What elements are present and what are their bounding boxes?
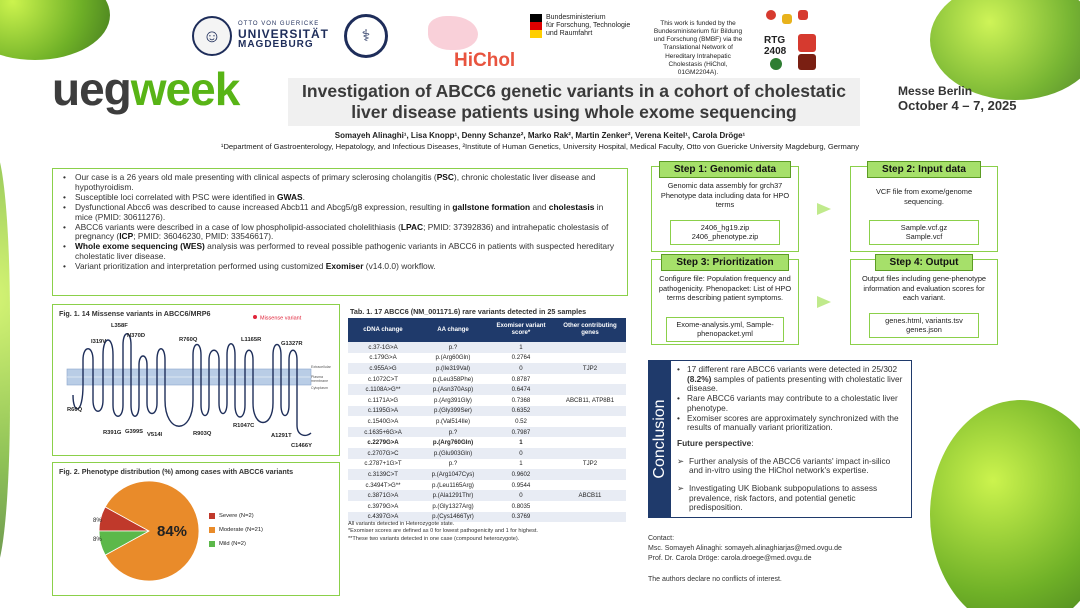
step-1-files: 2406_hg19.zip 2406_phenotype.zip	[670, 220, 780, 245]
contact-line-2: Prof. Dr. Carola Dröge: carola.droege@med.ovgu.de	[648, 554, 812, 562]
table-cell: p.(Asn370Asp)	[418, 384, 488, 395]
table-cell: p.(Ala1291Thr)	[418, 490, 488, 501]
table-row	[348, 427, 626, 438]
table-cell	[554, 406, 626, 417]
table-cell	[554, 469, 626, 480]
step-3-title: Step 3: Prioritization	[661, 254, 788, 271]
table-row	[348, 374, 626, 385]
table-cell: p.(Glu903Gln)	[418, 448, 488, 459]
step-3-desc: Configure file: Population frequency and pathogenicity. Phenopacket: List of HPO terms describing patient symptoms.	[658, 274, 792, 303]
table-cell: c.955A>G	[348, 363, 418, 374]
table-row	[348, 459, 626, 470]
table-row	[348, 448, 626, 459]
table-cell: p.?	[418, 459, 488, 470]
rtg-line1: RTG	[764, 35, 786, 46]
conclusion-box	[648, 360, 912, 518]
table-note-1: All variants detected in Heterozygote state.	[348, 521, 455, 527]
arrow-right-icon	[817, 203, 831, 215]
table-row	[348, 480, 626, 491]
intro-bullet-6: • Variant prioritization and interpretation performed using customized Exomiser (v14.0.0) workflow.	[61, 262, 619, 272]
table-cell: c.1635+6G>A	[348, 427, 418, 438]
table-note-3: **These two variants detected in one case (compound heterozygote).	[348, 535, 520, 542]
hichol-wordmark: HiChol	[454, 50, 516, 71]
table-cell	[554, 384, 626, 395]
contact-label: Contact:	[648, 535, 675, 542]
introduction-box	[52, 168, 628, 296]
table-cell: p.(Gly1327Arg)	[418, 501, 488, 512]
table-cell: c.1171A>G	[348, 395, 418, 406]
table-cell: c.1108A>G**	[348, 384, 418, 395]
variant-label-n370d: N370D	[127, 333, 146, 339]
liver-icon	[428, 16, 478, 50]
german-flag-icon	[530, 14, 542, 38]
table-cell: c.3494T>G**	[348, 480, 418, 491]
side-label-cytoplasm: Cytoplasm	[311, 386, 328, 390]
step-2-title: Step 2: Input data	[867, 161, 981, 178]
conclusion-heading: Conclusion	[651, 399, 668, 479]
table-cell: c.3139C>T	[348, 469, 418, 480]
table-cell: p.(Gly399Ser)	[418, 406, 488, 417]
table-1-title: Tab. 1. 17 ABCC6 (NM_001171.6) rare variants detected in 25 samples	[350, 307, 587, 316]
conclusion-bullet-1: • 17 different rare ABCC6 variants were detected in 25/302 (8.2%) samples of patients presenting with cholestatic liver disease.	[677, 365, 905, 394]
variant-label-r760q: R760Q	[179, 337, 198, 343]
table-cell: p.(Arg391Gly)	[418, 395, 488, 406]
workflow-step-1	[651, 166, 799, 252]
variant-label-r60q: R60Q	[67, 407, 83, 413]
table-cell	[554, 480, 626, 491]
legend-moderate: Moderate (N=21)	[219, 527, 263, 533]
ueg-logo-part1: ueg	[52, 63, 131, 115]
ueg-logo-part2: week	[130, 63, 240, 115]
contact-line-1: Msc. Somayeh Alinaghi: somayeh.alinaghiarjas@med.ovgu.de	[648, 544, 842, 552]
table-row	[348, 395, 626, 406]
table-cell: c.2279G>A	[348, 437, 418, 448]
table-cell: c.1195G>A	[348, 406, 418, 417]
intro-bullet-2: • Susceptible loci correlated with PSC were identified in GWAS.	[61, 193, 619, 203]
figure-2-title: Fig. 2. Phenotype distribution (%) among cases with ABCC6 variants	[59, 467, 294, 476]
future-item-2: ➢ Investigating UK Biobank subpopulations to assess prevalence, risk factors, and potential genetic predisposition.	[677, 484, 905, 513]
table-cell: TJP2	[554, 363, 626, 374]
table-cell: TJP2	[554, 459, 626, 470]
bmbf-logo	[530, 14, 640, 54]
future-perspective-heading: Future perspective:	[677, 437, 754, 448]
ovgu-logo	[192, 14, 334, 58]
step-4-title: Step 4: Output	[875, 254, 974, 271]
decorative-blob-top-left	[0, 0, 110, 60]
table-cell	[554, 416, 626, 427]
table-cell: 0.7987	[488, 427, 554, 438]
contact-info	[648, 534, 842, 563]
variant-label-i319v: I319V	[91, 339, 107, 345]
table-cell: p.(Leu1165Arg)	[418, 480, 488, 491]
table-row	[348, 353, 626, 364]
table-cell: 0	[488, 363, 554, 374]
table-cell: 1	[488, 342, 554, 353]
side-label-membrane: Plasma membrane	[311, 375, 329, 383]
table-row	[348, 363, 626, 374]
rtg-line2: 2408	[764, 45, 787, 57]
authors: Somayeh Alinaghi¹, Lisa Knopp¹, Denny Schanze², Marko Rak², Martin Zenker², Verena Keitel¹, Carola Dröge¹	[334, 131, 746, 140]
table-cell: p.(Arg60Gln)	[418, 353, 488, 364]
step-2-desc: VCF file from exome/genome sequencing.	[875, 187, 973, 206]
table-cell: c.1540G>A	[348, 416, 418, 427]
variant-label-v514i: V514I	[147, 432, 163, 438]
conclusion-bullet-2: • Rare ABCC6 variants may contribute to a cholestatic liver phenotype.	[677, 394, 905, 413]
table-cell: c.2707G>C	[348, 448, 418, 459]
rtg-logo	[764, 10, 824, 70]
table-cell	[554, 342, 626, 353]
figure-1-topology	[52, 304, 340, 456]
table-cell: p.(Ile319Val)	[418, 363, 488, 374]
table-cell: ABCB11, ATP8B1	[554, 395, 626, 406]
table-cell	[554, 427, 626, 438]
funding-statement: This work is funded by the Bundesministerium für Bildung und Forschung (BMBF) via the Translational Network of Hereditary Intrahepatic Cholestasis (HiChol, 01GM2204A).	[653, 20, 743, 76]
table-cell: 0.6474	[488, 384, 554, 395]
table-cell: p.(Val514Ile)	[418, 416, 488, 427]
intro-bullet-3: • Dysfunctional Abcc6 was described to cause increased Abcb11 and Abcg5/g8 expression, resulting in gallstone formation and cholestasis in mice (PMID: 30611276).	[61, 203, 619, 223]
pie-label-moderate: 84%	[157, 523, 188, 540]
table-cell: c.1072C>T	[348, 374, 418, 385]
intro-bullet-5: • Whole exome sequencing (WES) analysis was performed to reveal possible pathogenic variants in ABCC6 in patients with suspected hereditary cholestatic liver disease.	[61, 242, 619, 262]
figure-1-title: Fig. 1. 14 Missense variants in ABCC6/MRP6	[59, 309, 211, 318]
table-cell: 0	[488, 448, 554, 459]
variant-label-l358f: L358F	[111, 323, 128, 329]
venue-info	[898, 84, 1017, 114]
ueg-week-logo	[52, 63, 240, 115]
table-cell: 0.2764	[488, 353, 554, 364]
ovgu-logo-line2: UNIVERSITÄT	[238, 26, 330, 41]
bmbf-line3: und Raumfahrt	[546, 30, 593, 38]
table-row	[348, 501, 626, 512]
table-cell: c.4397G>A	[348, 512, 418, 523]
step-4-desc: Output files including gene-phenotype information and evaluation scores for each variant.	[861, 274, 987, 303]
col-header-aa: AA change	[418, 318, 488, 342]
legend-severe: Severe (N=2)	[219, 513, 254, 519]
table-row	[348, 416, 626, 427]
table-row	[348, 384, 626, 395]
step-4-files: genes.html, variants.tsv genes.json	[869, 313, 979, 338]
conclusion-bullet-3: • Exomiser scores are approximately synchronized with the results of manually variant prioritization.	[677, 414, 905, 433]
hichol-logo	[426, 10, 536, 70]
table-cell: p.?	[418, 427, 488, 438]
medical-faculty-seal-icon: ⚕	[344, 14, 388, 58]
table-cell: 0.3769	[488, 512, 554, 523]
intro-bullet-1: • Our case is a 26 years old male presenting with clinical aspects of primary sclerosing cholangitis (PSC), chronic cholestatic liver disease and hypothyroidism.	[61, 173, 619, 193]
variant-label-g1327r: G1327R	[281, 341, 303, 347]
step-2-files: Sample.vcf.gz Sample.vcf	[869, 220, 979, 245]
table-row	[348, 490, 626, 501]
table-cell: 0.8035	[488, 501, 554, 512]
conclusion-side-label	[649, 361, 671, 517]
variant-label-r391g: R391G	[103, 430, 122, 436]
table-cell: 0.9544	[488, 480, 554, 491]
table-cell	[554, 437, 626, 448]
table-cell: 0.9602	[488, 469, 554, 480]
phenotype-pie-chart	[53, 463, 341, 597]
col-header-cdna: cDNA change	[348, 318, 418, 342]
variant-label-a1291t: A1291T	[271, 433, 292, 439]
table-cell: p.(Leu358Phe)	[418, 374, 488, 385]
workflow-step-4	[850, 259, 998, 345]
legend-missense: Missense variant	[260, 315, 302, 322]
pie-label-severe: 8%	[93, 518, 102, 524]
table-cell	[554, 501, 626, 512]
venue-location: Messe Berlin	[898, 84, 973, 98]
future-item-1: ➢ Further analysis of the ABCC6 variants' impact in-silico and in-vitro using the HiChol network's expertise.	[677, 457, 905, 476]
ovgu-portrait-icon: ☺	[192, 16, 232, 56]
table-cell: c.179G>A	[348, 353, 418, 364]
variant-label-r1047c: R1047C	[233, 423, 255, 429]
poster-title: Investigation of ABCC6 genetic variants in a cohort of cholestatic liver disease patients using whole exome sequencing	[302, 81, 846, 122]
table-cell: p.(Cys1466Tyr)	[418, 512, 488, 523]
table-cell: p.?	[418, 342, 488, 353]
table-cell: 0.52	[488, 416, 554, 427]
table-cell: c.3871G>A	[348, 490, 418, 501]
table-cell: 0	[488, 490, 554, 501]
table-cell: p.(Arg1047Cys)	[418, 469, 488, 480]
venue-dates: October 4 – 7, 2025	[898, 98, 1017, 114]
ovgu-logo-line3: MAGDEBURG	[238, 39, 314, 51]
workflow-step-3	[651, 259, 799, 345]
table-cell: 1	[488, 437, 554, 448]
col-header-score: Exomiser variant score*	[488, 318, 554, 342]
variant-label-l1165r: L1165R	[241, 337, 262, 343]
table-cell: 0.8787	[488, 374, 554, 385]
workflow-step-2	[850, 166, 998, 252]
variant-label-r903q: R903Q	[193, 431, 212, 437]
conflict-of-interest: The authors declare no conflicts of interest.	[648, 576, 782, 583]
table-cell: p.(Arg760Gln)	[418, 437, 488, 448]
table-cell: 0.7368	[488, 395, 554, 406]
side-label-extracellular: Extracellular	[311, 365, 331, 369]
poster-title-box	[288, 78, 860, 126]
table-cell	[554, 374, 626, 385]
table-cell: c.37-1G>A	[348, 342, 418, 353]
pie-legend	[209, 513, 263, 547]
bmbf-line2: für Forschung, Technologie	[546, 22, 631, 30]
table-cell: 0.6352	[488, 406, 554, 417]
table-row	[348, 437, 626, 448]
table-row	[348, 469, 626, 480]
table-cell: ABCB11	[554, 490, 626, 501]
ovgu-logo-line1: OTTO VON GUERICKE	[238, 21, 320, 28]
bmbf-line1: Bundesministerium	[546, 14, 606, 21]
figure-2-pie-chart	[52, 462, 340, 596]
step-1-title: Step 1: Genomic data	[659, 161, 791, 178]
arrow-right-icon	[817, 296, 831, 308]
table-cell: c.2787+1G>T	[348, 459, 418, 470]
variant-label-c1466y: C1466Y	[291, 443, 312, 449]
table-row	[348, 342, 626, 353]
table-cell: c.3979G>A	[348, 501, 418, 512]
table-row	[348, 406, 626, 417]
legend-mild: Mild (N=2)	[219, 541, 246, 547]
decorative-blob-left	[0, 150, 10, 570]
table-note-2: *Exomiser scores are defined as 0 for lowest pathogenicity and 1 for highest.	[348, 528, 538, 535]
affiliations: ¹Department of Gastroenterology, Hepatology, and Infectious Diseases, ²Institute of Human Genetics, University Hospital, Medical Faculty, Otto von Guericke University Magdeburg, Germany	[220, 142, 860, 151]
col-header-genes: Other contributing genes	[554, 318, 626, 342]
decorative-blob-bottom-right	[930, 400, 1080, 608]
step-1-desc: Genomic data assembly for grch37 Phenotype data including data for HPO terms	[660, 181, 790, 210]
step-3-files: Exome-analysis.yml, Sample- phenopacket.yml	[666, 317, 784, 342]
table-cell	[554, 353, 626, 364]
pie-label-mild: 8%	[93, 537, 102, 543]
table-cell	[554, 448, 626, 459]
variant-label-g399s: G399S	[125, 429, 144, 435]
variants-table	[348, 318, 626, 522]
table-cell: 1	[488, 459, 554, 470]
intro-bullet-4: • ABCC6 variants were described in a case of low phospholipid-associated cholelithiasis (LPAC; PMID: 37392836) and intrahepatic cholestasis of pregnancy (ICP; PMID: 36046230, PMID: 33546617).	[61, 223, 619, 243]
table-notes	[348, 521, 638, 543]
